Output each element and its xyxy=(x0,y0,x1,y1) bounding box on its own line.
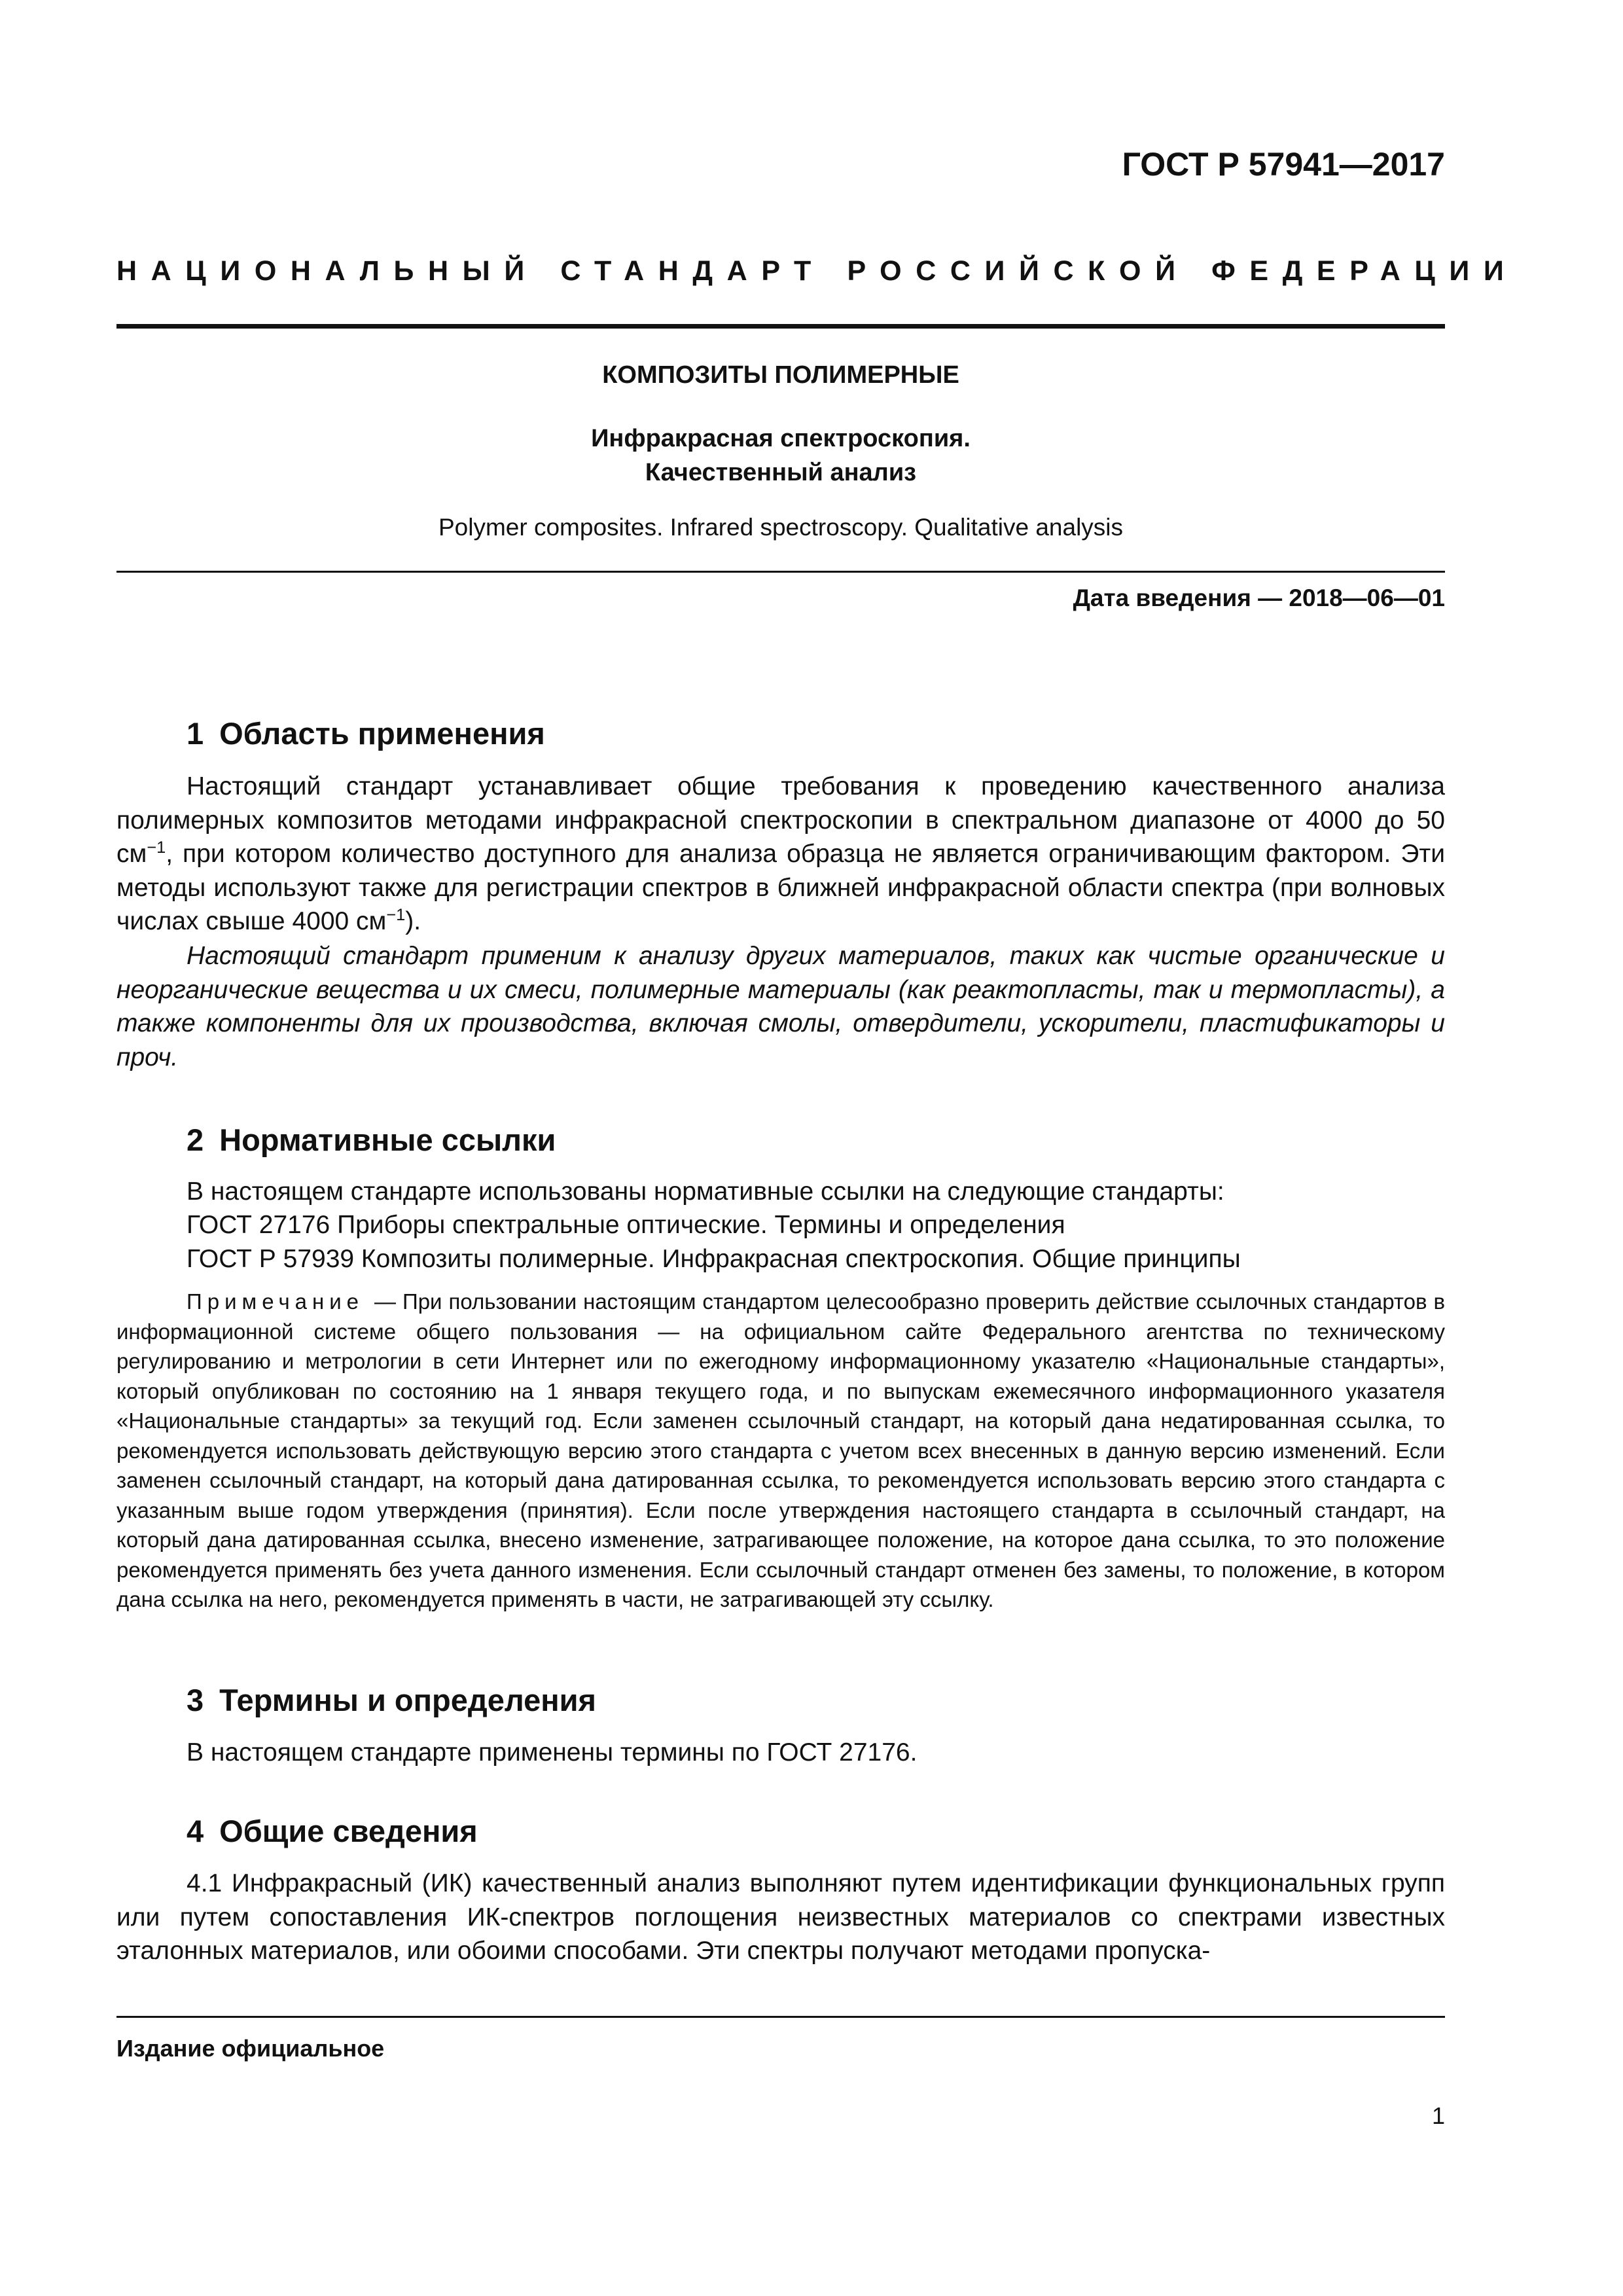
section-title: Термины и определения xyxy=(219,1683,596,1717)
section-title: Область применения xyxy=(219,716,545,751)
section-title: Общие сведения xyxy=(219,1814,478,1848)
text-run: , при котором количество доступного для анализа образца не является ограничивающим фактором. Эти методы используют также для регистрации спектров в ближней инфракрасной области спектра (при волновых числах свыше 4000 см xyxy=(116,840,1445,935)
section-number: 4 xyxy=(187,1814,204,1848)
document-code: ГОСТ Р 57941—2017 xyxy=(1122,146,1445,183)
section-number: 3 xyxy=(187,1683,204,1717)
section-number: 2 xyxy=(187,1122,204,1157)
section-4-heading xyxy=(187,1813,478,1849)
footer-divider xyxy=(116,2016,1445,2018)
english-title: Polymer composites. Infrared spectroscopy. Qualitative analysis xyxy=(438,514,1124,541)
note-text: — При пользовании настоящим стандартом целесообразно проверить действие ссылочных стандартов в информационной системе общего пользования — на официальном сайте Федерального агентства по техническому регулированию и метрологии в сети Интернет или по ежегодному информационному указателю «Национальные стандарты», который опубликован по состоянию на 1 января текущего года, и по выпускам ежемесячного информационного указателя «Национальные стандарты» за текущий год. Если заменен ссылочный стандарт, на который дана недатированная ссылка, то рекомендуется использовать действующую версию этого стандарта с учетом всех внесенных в данную версию изменений. Если заменен ссылочный стандарт, на который дана датированная ссылка, то рекомендуется использовать версию этого стандарта с указанным выше годом утверждения (принятия). Если после утверждения настоящего стандарта в ссылочный стандарт, на который дана датированная ссылка, внесено изменение, затрагивающее положение, на которое дана ссылка, то это положение рекомендуется применять без учета данного изменения. Если ссылочный стандарт отменен без замены, то положение, в котором дана ссылка на него, рекомендуется применять в части, не затрагивающей эту ссылку. xyxy=(116,1289,1445,1611)
section-2-note xyxy=(116,1287,1445,1615)
text-run: Настоящий стандарт устанавливает общие требования к проведению качественного анализа полимерных композитов методами инфракрасной спектроскопии в спектральном диапазоне от 4000 до 50 см xyxy=(116,772,1445,868)
edition-label: Издание официальное xyxy=(116,2035,385,2062)
section-title: Нормативные ссылки xyxy=(219,1122,556,1157)
superscript: −1 xyxy=(147,838,166,857)
document-subtitle xyxy=(116,422,1445,490)
section-3-heading xyxy=(187,1682,596,1718)
subtitle-line-1: Инфракрасная спектроскопия. xyxy=(591,425,971,452)
document-title: КОМПОЗИТЫ ПОЛИМЕРНЫЕ xyxy=(602,361,959,389)
header-divider xyxy=(116,324,1445,329)
section-3-text: В настоящем стандарте применены термины по ГОСТ 27176. xyxy=(187,1738,918,1767)
section-2-heading xyxy=(187,1122,556,1158)
section-1-heading xyxy=(187,715,545,751)
section-1-paragraph-2: Настоящий стандарт применим к анализу других материалов, таких как чистые органические и неорганические вещества и их смеси, полимерные материалы (как реактопласты, так и термопласты), а также компоненты для их производства, включая смолы, отвердители, ускорители, пластификаторы и проч. xyxy=(116,942,1445,1071)
superscript: −1 xyxy=(386,906,406,924)
text-run: ). xyxy=(405,907,421,935)
title-divider xyxy=(116,571,1445,573)
subtitle-line-2: Качественный анализ xyxy=(645,459,917,486)
section-4-paragraph-1: 4.1 Инфракрасный (ИК) качественный анализ выполняют путем идентификации функциональных групп или путем сопоставления ИК-спектров поглощения неизвестных материалов со спектрами известных эталонных материалов, или обоими способами. Эти спектры получают методами пропуска- xyxy=(116,1869,1445,1965)
section-2-intro: В настоящем стандарте использованы нормативные ссылки на следующие стандарты: xyxy=(187,1177,1224,1206)
section-1-paragraph-1 xyxy=(116,770,1445,939)
national-standard-heading: НАЦИОНАЛЬНЫЙ СТАНДАРТ РОССИЙСКОЙ ФЕДЕРАЦИИ xyxy=(116,255,1518,287)
note-label: Примечание xyxy=(187,1289,365,1314)
section-number: 1 xyxy=(187,716,204,751)
reference-gost-27176: ГОСТ 27176 Приборы спектральные оптические. Термины и определения xyxy=(187,1211,1065,1239)
introduction-date: Дата введения — 2018—06—01 xyxy=(1073,584,1445,611)
page-number: 1 xyxy=(1431,2102,1445,2129)
reference-gost-r-57939: ГОСТ Р 57939 Композиты полимерные. Инфракрасная спектроскопия. Общие принципы xyxy=(187,1245,1241,1273)
